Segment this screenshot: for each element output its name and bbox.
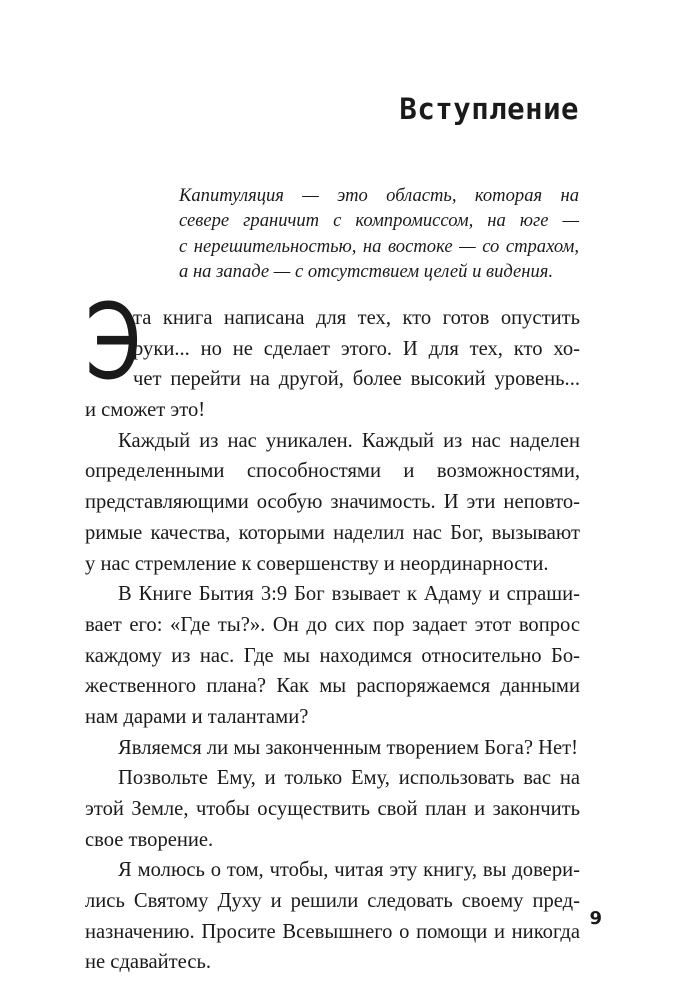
epigraph (179, 183, 579, 284)
text-line: свое творение. (85, 828, 214, 851)
text-line: жественного плана? Как мы распоряжаемся данными (85, 675, 580, 698)
text-line: Являемся ли мы законченным творением Бога? Нет! (118, 736, 578, 759)
text-line: этой Земле, чтобы осуществить свой план и закончить (85, 798, 580, 820)
drop-cap: Э (85, 281, 142, 403)
text-line: представляющими особую значимость. И эти неповто- (85, 491, 580, 514)
text-line: определенными способностями и возможностями, (85, 460, 580, 483)
text-line: В Книге Бытия 3:9 Бог взывает к Адаму и спраши- (118, 583, 580, 606)
text-line: та книга написана для тех, кто готов опустить (133, 307, 580, 329)
text-line: вает его: «Где ты?». Он до сих пор задает этот вопрос (85, 613, 580, 636)
text-line: назначению. Просите Всевышнего о помощи и никогда (85, 920, 580, 943)
chapter-title: Вступление (399, 92, 579, 126)
text-line: Позвольте Ему, и только Ему, использовать вас на (118, 767, 580, 790)
epigraph-line: с нерешительностью, на востоке — со страхом, (179, 235, 579, 257)
epigraph-line: а на западе — с отсутствием целей и видения. (179, 260, 554, 282)
text-line: руки... но не сделает этого. И для тех, кто хо- (133, 337, 580, 360)
text-line: римые качества, которыми наделил нас Бог, вызывают (85, 521, 580, 544)
page-number: 9 (589, 908, 602, 929)
text-line: Я молюсь о том, чтобы, читая эту книгу, вы довери- (118, 859, 580, 882)
text-line: каждому из нас. Где мы находимся относительно Бо- (85, 644, 580, 667)
text-line: у нас стремление к совершенству и неординарности. (85, 552, 549, 575)
text-line: нам дарами и талантами? (85, 705, 309, 728)
text-line: Каждый из нас уникален. Каждый из нас наделен (118, 429, 580, 452)
epigraph-line: севере граничит с компромиссом, на юге — (179, 210, 579, 232)
text-line: и сможет это! (85, 399, 206, 422)
text-line: не сдавайтесь. (85, 951, 212, 974)
body-text (85, 303, 580, 978)
epigraph-line: Капитуляция — это область, которая на (179, 185, 579, 206)
text-line: чет перейти на другой, более высокий уровень... (133, 368, 580, 391)
text-line: лись Святому Духу и решили следовать своему пред- (85, 890, 580, 913)
